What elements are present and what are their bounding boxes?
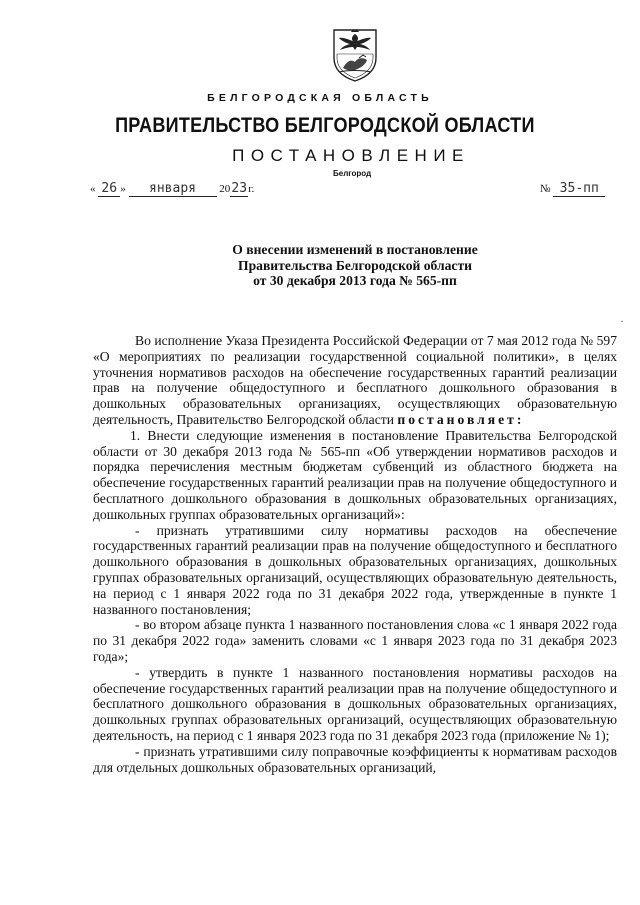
bullet-paragraph: - признать утратившими силу поправочные коэффициенты к нормативам расходов для отдельных дошкольных образовательных организаций,	[93, 743, 617, 775]
date-close-quote: »	[120, 183, 126, 195]
date-open-quote: «	[90, 183, 96, 195]
document-number	[540, 181, 605, 197]
date-month: января	[129, 181, 217, 197]
resolves-word: постановляет:	[397, 411, 525, 427]
bullet-paragraph: - во втором абзаце пункта 1 названного постановления слова «с 1 января 2022 года по 31 декабря 2022 года» заменить словами «с 1 января 2023 года по 31 декабря 2023 года»;	[93, 617, 617, 664]
document-body	[93, 333, 617, 775]
region-name: БЕЛГОРОДСКАЯ ОБЛАСТЬ	[207, 92, 433, 104]
document-type: ПОСТАНОВЛЕНИЕ	[232, 146, 470, 165]
margin-mark: ·	[620, 314, 624, 328]
bullet-paragraph: - утвердить в пункте 1 названного постановления нормативы расходов на обеспечение государственных гарантий реализации прав на получение общедоступного и бесплатного дошкольного образования в дошкольных образовательных организациях, дошкольных группах образовательных организаций, осуществляющих образовательную деятельность, на период с 1 января 2023 года по 31 декабря 2023 года (приложение № 1);	[93, 664, 617, 743]
number-label: №	[540, 183, 551, 195]
subject-line: Правительства Белгородской области	[238, 257, 472, 273]
number-value: 35-пп	[553, 181, 605, 197]
intro-paragraph	[93, 333, 617, 428]
date-day: 26	[98, 181, 120, 197]
coat-of-arms-icon	[331, 28, 379, 82]
date-year-suffix: 23	[231, 181, 248, 196]
intro-text: Во исполнение Указа Президента Российской Федерации от 7 мая 2012 года № 597 «О мероприятиях по реализации государственной социальной политики», в целях уточнения нормативов расходов на обеспечение государственных гарантий реализации прав на получение общедоступного и бесплатного дошкольного образования в дошкольных образовательных организациях, осуществляющих образовательную деятельность, Правительство Белгородской области	[93, 333, 617, 427]
document-date	[90, 181, 254, 197]
document-subject	[0, 242, 640, 289]
date-year-prefix: 20	[219, 183, 231, 195]
date-year-abbr: г.	[248, 183, 255, 195]
item-1-paragraph: 1. Внести следующие изменения в постановление Правительства Белгородской области от 30 декабря 2013 года № 565-пп «Об утверждении нормативов расходов и порядка перечисления местным бюджетам субвенций из областного бюджета на обеспечение государственных гарантий реализации прав на получение общедоступного и бесплатного дошкольного образования в дошкольных образовательных организациях, дошкольных группах образовательных организаций»:	[93, 427, 617, 522]
government-title: ПРАВИТЕЛЬСТВО БЕЛГОРОДСКОЙ ОБЛАСТИ	[115, 114, 535, 137]
bullet-paragraph: - признать утратившими силу нормативы расходов на обеспечение государственных гарантий реализации прав на получение общедоступного и бесплатного дошкольного образования в дошкольных образовательных организациях, дошкольных группах образовательных организаций, осуществляющих образовательную деятельность, на период с 1 января 2022 года по 31 декабря 2022 года, утвержденные в пункте 1 названного постановления;	[93, 522, 617, 617]
city-label: Белгород	[333, 169, 372, 178]
subject-line: О внесении изменений в постановление	[232, 242, 478, 257]
subject-line: от 30 декабря 2013 года № 565-пп	[253, 273, 457, 288]
